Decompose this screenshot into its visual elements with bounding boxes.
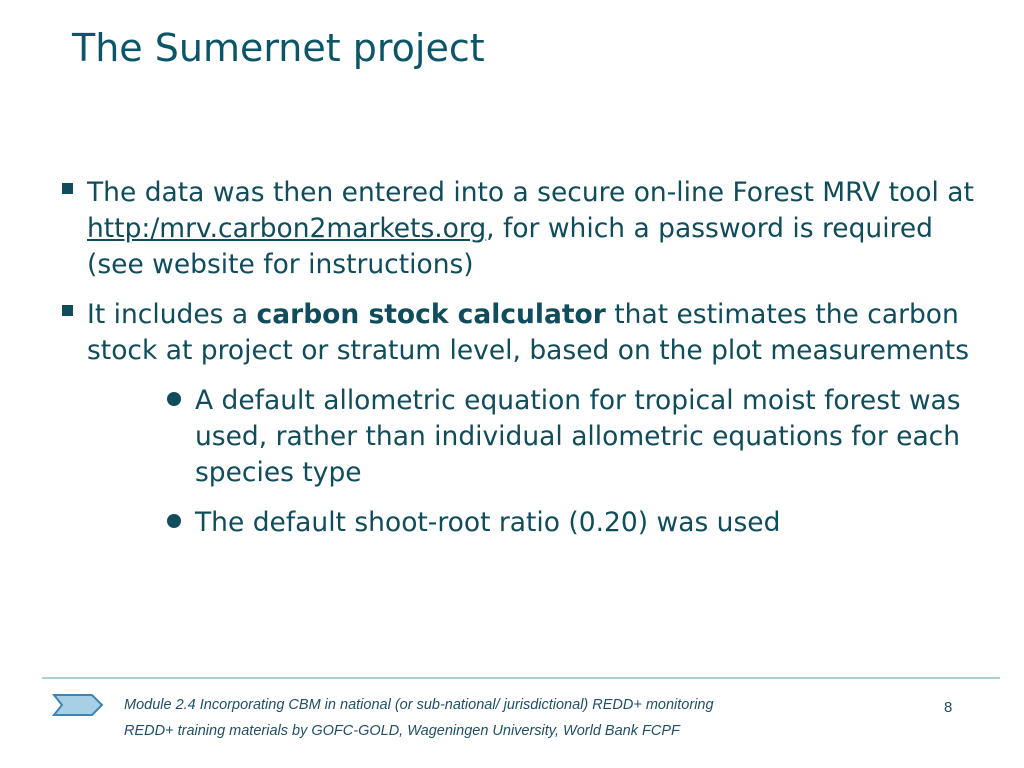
round-bullet-icon bbox=[167, 392, 181, 406]
mrv-tool-link[interactable]: http:/mrv.carbon2markets.org bbox=[87, 213, 487, 244]
slide-title: The Sumernet project bbox=[72, 26, 485, 70]
square-bullet-icon bbox=[62, 305, 73, 316]
sub-bullet-allometric bbox=[167, 383, 980, 491]
sub-bullet-shoot-root bbox=[167, 505, 980, 541]
footer-module-text: Module 2.4 Incorporating CBM in national (or sub-national/ jurisdictional) REDD+ monitoring bbox=[124, 697, 714, 713]
chevron-arrow-icon bbox=[52, 693, 104, 717]
sub-bullet-text: The default shoot-root ratio (0.20) was used bbox=[195, 507, 781, 538]
slide-body bbox=[60, 175, 980, 555]
round-bullet-icon bbox=[167, 514, 181, 528]
carbon-stock-calculator-term: carbon stock calculator bbox=[256, 299, 606, 330]
bullet-carbon-calculator bbox=[60, 297, 980, 369]
bullet-text: It includes a bbox=[87, 299, 257, 330]
footer-credits-text: REDD+ training materials by GOFC-GOLD, Wageningen University, World Bank FCPF bbox=[124, 723, 680, 739]
page-number: 8 bbox=[944, 699, 953, 716]
bullet-text: The data was then entered into a secure on-line Forest MRV tool at bbox=[87, 177, 974, 208]
sub-bullet-text: A default allometric equation for tropical moist forest was used, rather than individual allometric equations for each species type bbox=[195, 385, 961, 488]
bullet-mrv-tool bbox=[60, 175, 980, 283]
square-bullet-icon bbox=[62, 183, 73, 194]
footer-divider bbox=[42, 677, 1000, 679]
bullet-text: that estimates the carbon stock at project or stratum level, based on the plot measurements bbox=[87, 299, 970, 366]
bullet-text: , for which a password is required (see website for instructions) bbox=[87, 213, 934, 280]
